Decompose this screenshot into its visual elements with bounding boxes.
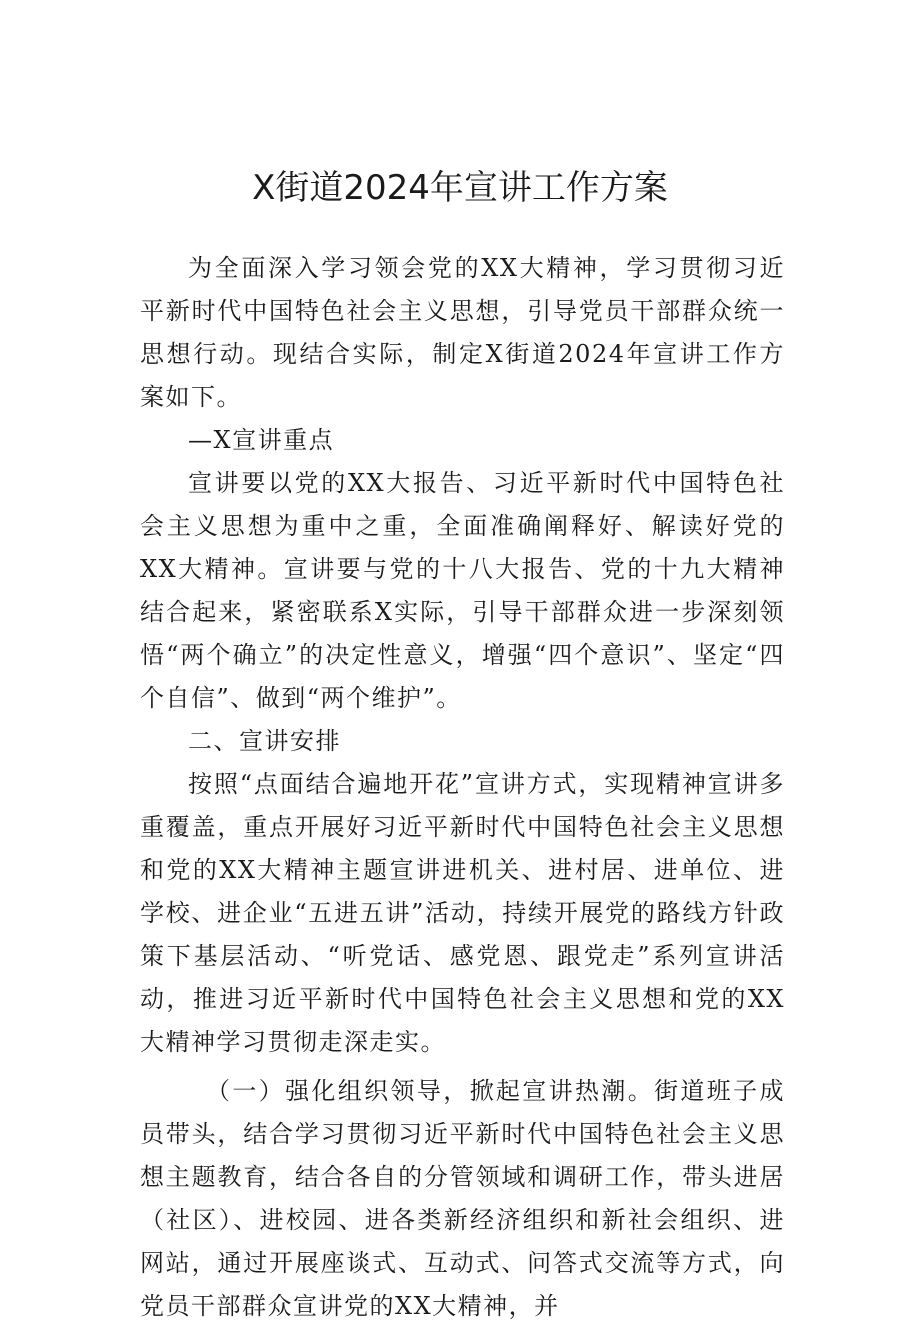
section-arrangement-paragraph: 按照“点面结合遍地开花”宣讲方式，实现精神宣讲多重覆盖，重点开展好习近平新时代中国特色社会主义思想和党的XX大精神主题宣讲进机关、进村居、进单位、进学校、进企业“五进五讲”活动，持续开展党的路线方针政策下基层活动、“听党话、感党恩、跟党走”系列宣讲活动，推进习近平新时代中国特色社会主义思想和党的XX大精神学习贯彻走深走实。: [140, 770, 785, 1056]
section-heading-focus: —X宣讲重点: [188, 426, 335, 454]
document-title: X街道2024年宣讲工作方案: [252, 168, 668, 208]
intro-paragraph: 为全面深入学习领会党的XX大精神，学习贯彻习近平新时代中国特色社会主义思想，引导党员干部群众统一思想行动。现结合实际，制定X街道2024年宣讲工作方案如下。: [140, 254, 785, 411]
section-focus-paragraph: 宣讲要以党的XX大报告、习近平新时代中国特色社会主义思想为重中之重，全面准确阐释好、解读好党的XX大精神。宣讲要与党的十八大报告、党的十九大精神结合起来，紧密联系X实际，引导干部群众进一步深刻领悟“两个确立”的决定性意义，增强“四个意识”、坚定“四个自信”、做到“两个维护”。: [140, 469, 785, 712]
section-heading-arrangement: 二、宣讲安排: [188, 727, 341, 755]
subsection-organization-paragraph: （一）强化组织领导，掀起宣讲热潮。街道班子成员带头，结合学习贯彻习近平新时代中国特色社会主义思想主题教育，结合各自的分管领域和调研工作，带头进居（社区）、进校园、进各类新经济组织和新社会组织、进网站，通过开展座谈式、互动式、问答式交流等方式，向党员干部群众宣讲党的XX大精神，并: [140, 1077, 785, 1320]
document-body: [140, 247, 785, 1328]
